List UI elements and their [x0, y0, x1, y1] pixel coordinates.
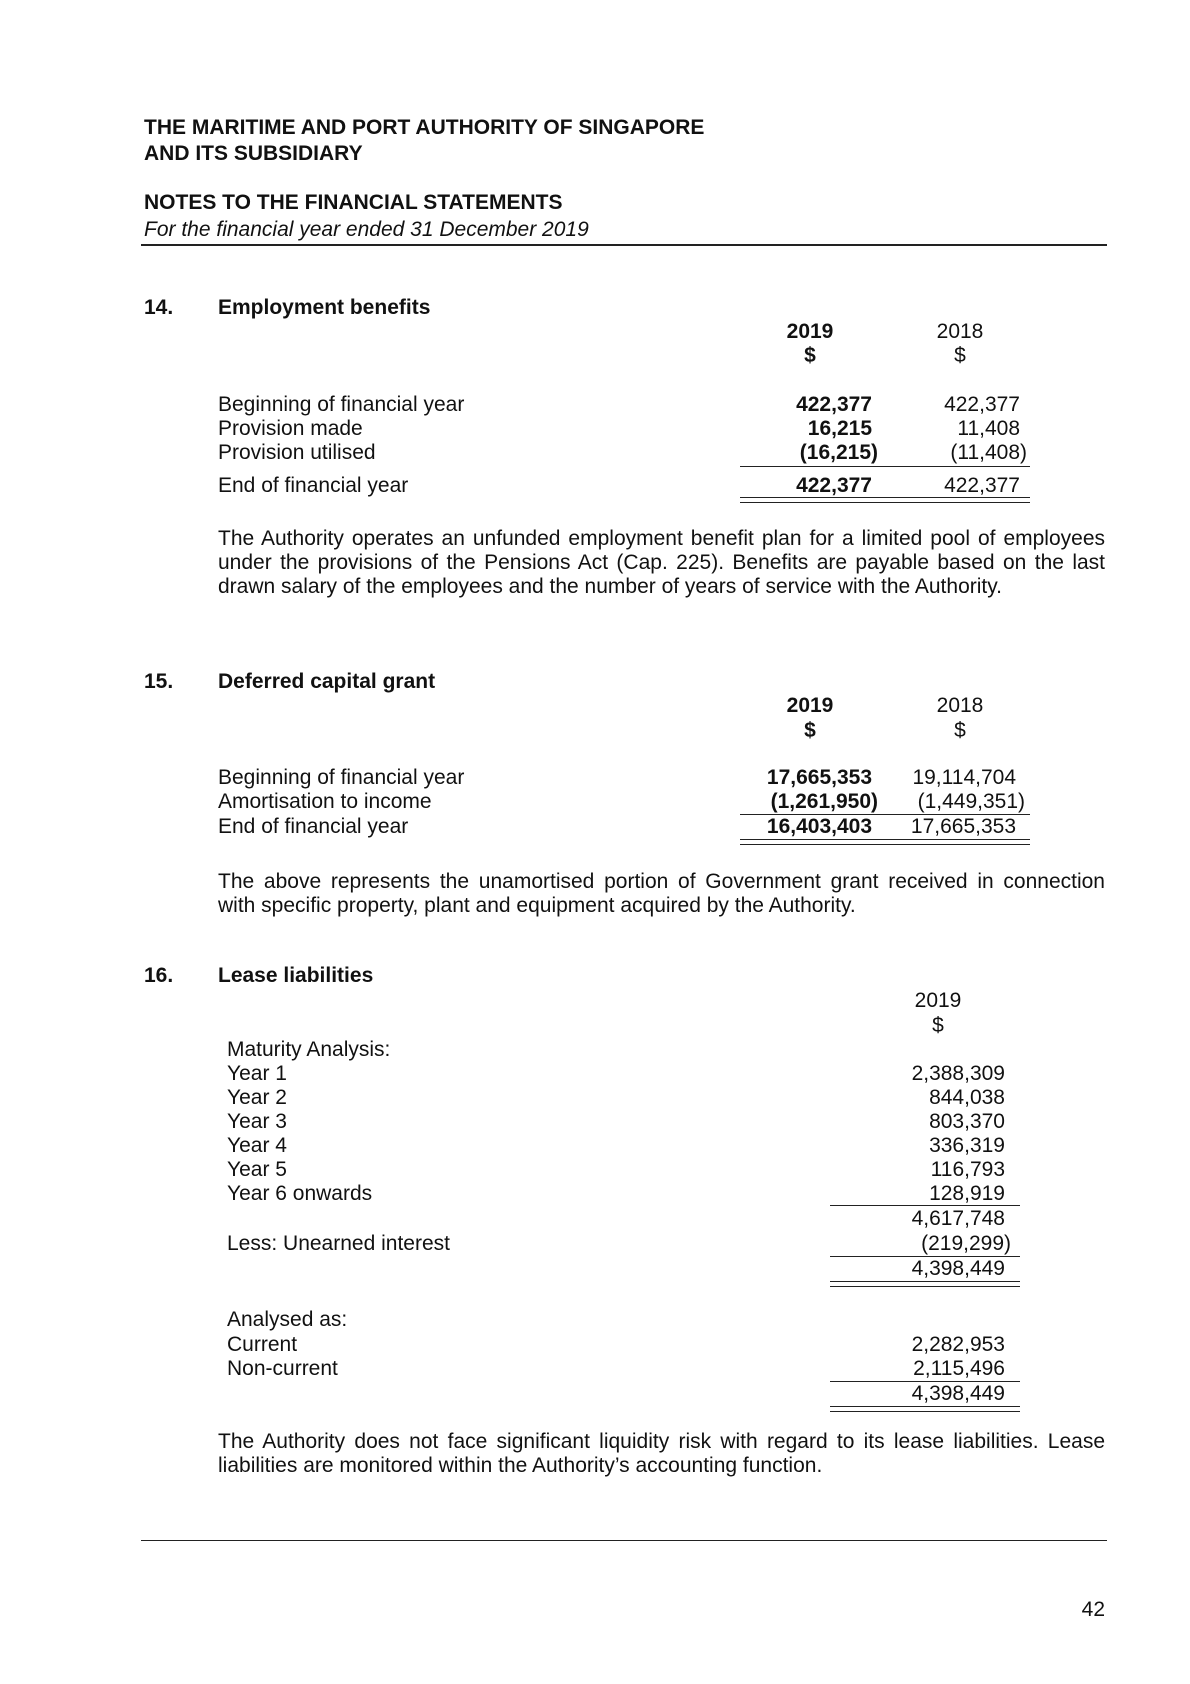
note15-row-label: Amortisation to income: [218, 790, 432, 813]
note15-paragraph: The above represents the unamortised portion of Government grant received in connection with specific property, plant and equipment acquired by the Authority.: [218, 870, 1105, 917]
analysed-row-label: Current: [227, 1333, 298, 1356]
maturity-row-value: 116,793: [930, 1158, 1005, 1181]
note14-currency-2019: $: [804, 344, 816, 367]
note14-paragraph: The Authority operates an unfunded employment benefit plan for a limited pool of employees under the provisions of the Pensions Act (Cap. 225). Benefits are payable based on the last drawn salary of the employees and the number of years of service with the Authority.: [218, 527, 1105, 598]
note15-col-2018: 2018: [936, 694, 984, 717]
analysed-row-value: 2,115,496: [913, 1357, 1005, 1380]
maturity-row-label: Year 4: [227, 1134, 287, 1157]
note15-title: Deferred capital grant: [218, 670, 436, 693]
less-unearned-interest-value: (219,299): [921, 1232, 1011, 1255]
note14-row-label: Beginning of financial year: [218, 393, 465, 416]
note14-row-2019: (16,215): [799, 441, 878, 464]
analysed-row-value: 2,282,953: [911, 1333, 1005, 1356]
note15-row-label: Beginning of financial year: [218, 766, 465, 789]
page-number: 42: [1081, 1598, 1105, 1621]
note15-number: 15.: [144, 670, 174, 693]
maturity-row-label: Year 2: [227, 1086, 287, 1109]
note16-title: Lease liabilities: [218, 964, 374, 987]
note15-currency-2018: $: [954, 719, 966, 742]
footer-rule: [141, 1540, 1107, 1541]
maturity-row-label: Year 1: [227, 1062, 287, 1085]
maturity-row-value: 844,038: [929, 1086, 1005, 1109]
maturity-heading: Maturity Analysis:: [227, 1038, 391, 1061]
note14-row-2019: 422,377: [796, 393, 872, 416]
note14-row-2018: 422,377: [944, 474, 1020, 497]
maturity-row-value: 803,370: [929, 1110, 1005, 1133]
note15-row-2018: 19,114,704: [912, 766, 1016, 789]
note14-title: Employment benefits: [218, 296, 431, 319]
note16-total-double-rule: [830, 1281, 1020, 1287]
note15-total-double-rule: [740, 839, 1030, 845]
note15-currency-2019: $: [804, 719, 816, 742]
note16-subtotal-rule: [830, 1205, 1020, 1206]
note16-currency: $: [932, 1014, 944, 1037]
period-subtitle: For the financial year ended 31 December 2019: [144, 218, 589, 241]
note14-col-2019: 2019: [786, 320, 834, 343]
header-rule: [141, 244, 1107, 246]
note14-col-2018: 2018: [936, 320, 984, 343]
analysed-total: 4,398,449: [911, 1382, 1005, 1405]
analysed-heading: Analysed as:: [227, 1308, 348, 1331]
maturity-row-label: Year 5: [227, 1158, 287, 1181]
note15-row-2018: 17,665,353: [910, 815, 1016, 838]
note14-row-2019: 16,215: [807, 417, 872, 440]
less-unearned-interest-label: Less: Unearned interest: [227, 1232, 450, 1255]
org-name-line2: AND ITS SUBSIDIARY: [144, 142, 363, 165]
note14-row-label: End of financial year: [218, 474, 409, 497]
note16-total: 4,398,449: [911, 1257, 1005, 1280]
note14-subtotal-rule: [740, 466, 1030, 467]
org-name-line1: THE MARITIME AND PORT AUTHORITY OF SINGAPORE: [144, 116, 705, 139]
note14-currency-2018: $: [954, 344, 966, 367]
note15-row-2019: (1,261,950): [770, 790, 878, 813]
note14-total-double-rule: [740, 497, 1030, 503]
note15-row-2019: 17,665,353: [766, 766, 872, 789]
note14-row-2019: 422,377: [796, 474, 872, 497]
note15-row-2018: (1,449,351): [917, 790, 1025, 813]
note14-row-2018: 11,408: [957, 417, 1020, 440]
note15-row-2019: 16,403,403: [766, 815, 872, 838]
analysed-row-label: Non-current: [227, 1357, 338, 1380]
note14-row-label: Provision made: [218, 417, 363, 440]
note14-row-2018: (11,408): [950, 441, 1027, 464]
note16-number: 16.: [144, 964, 174, 987]
doc-title: NOTES TO THE FINANCIAL STATEMENTS: [144, 191, 563, 214]
note16-col-2019: 2019: [914, 989, 962, 1012]
note14-row-label: Provision utilised: [218, 441, 376, 464]
maturity-row-label: Year 6 onwards: [227, 1182, 373, 1205]
note14-number: 14.: [144, 296, 174, 319]
maturity-row-value: 336,319: [929, 1134, 1005, 1157]
note16-subtotal: 4,617,748: [911, 1207, 1005, 1230]
maturity-row-label: Year 3: [227, 1110, 287, 1133]
maturity-row-value: 2,388,309: [911, 1062, 1005, 1085]
note15-col-2019: 2019: [786, 694, 834, 717]
note16-paragraph: The Authority does not face significant liquidity risk with regard to its lease liabilities. Lease liabilities are monitored within the Authority’s accounting function.: [218, 1430, 1105, 1477]
analysed-total-double-rule: [830, 1406, 1020, 1412]
note14-row-2018: 422,377: [944, 393, 1020, 416]
note15-row-label: End of financial year: [218, 815, 409, 838]
maturity-row-value: 128,919: [929, 1182, 1005, 1205]
